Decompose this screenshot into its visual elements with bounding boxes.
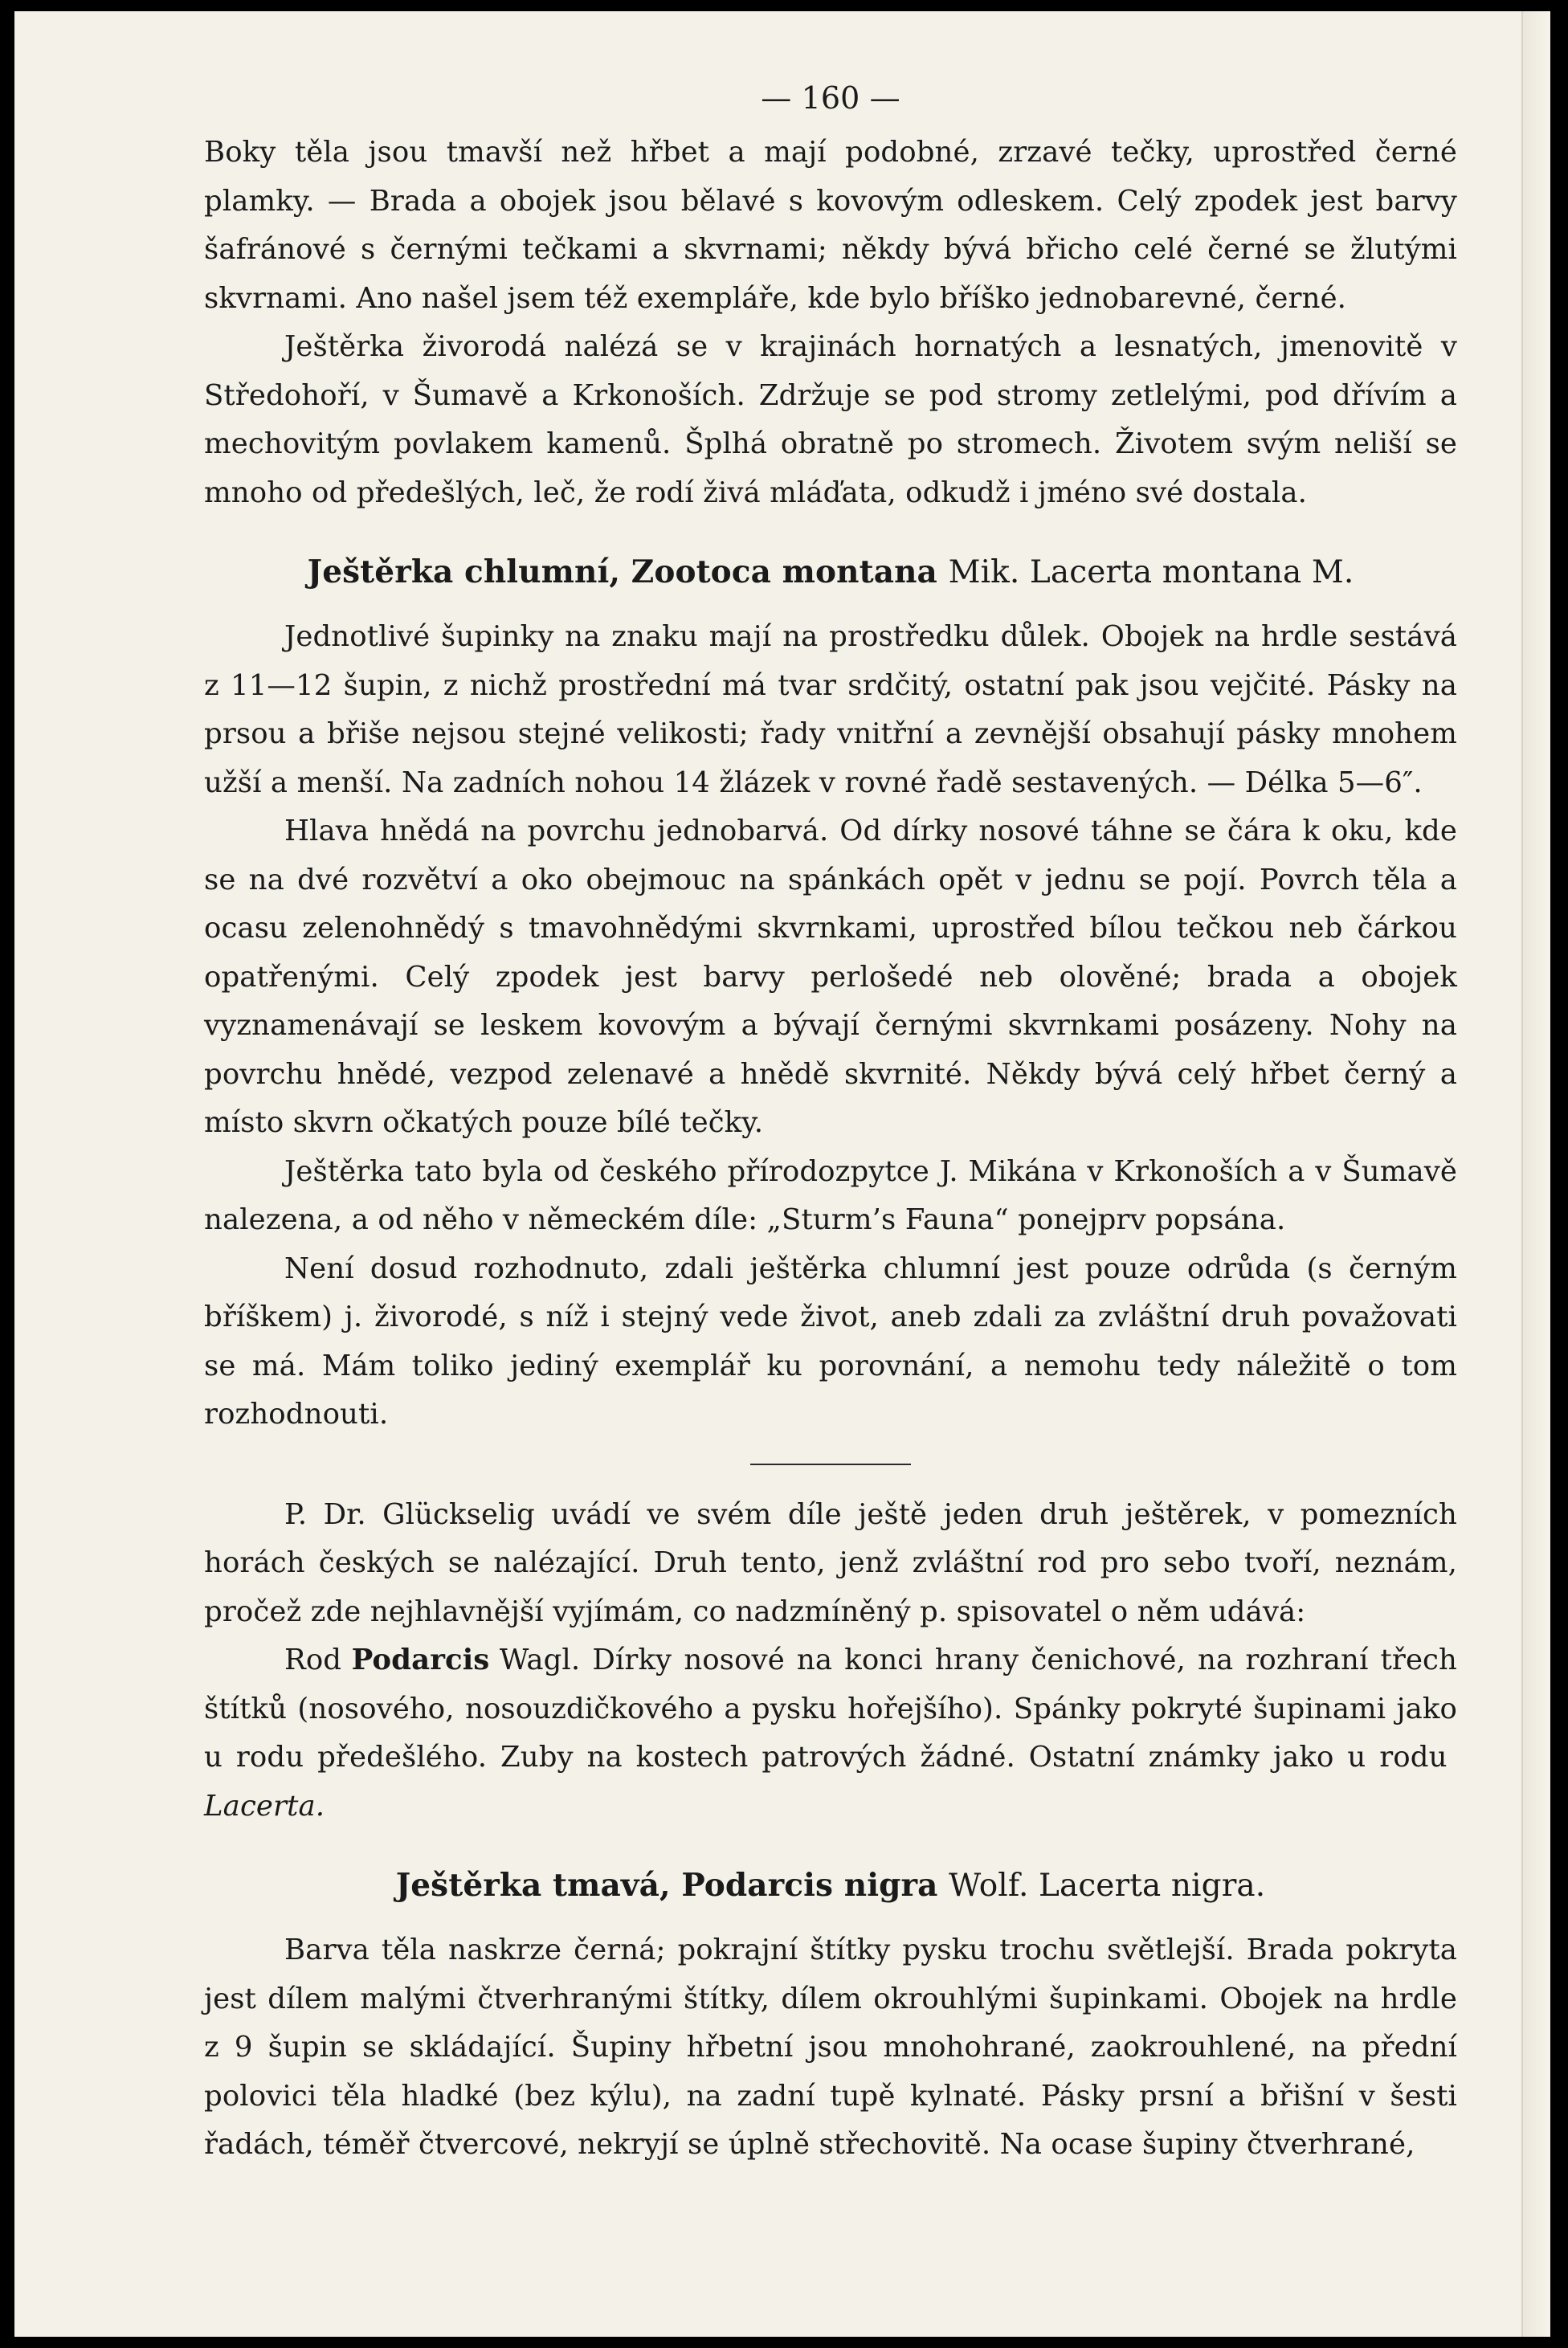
genus-lacerta: Lacerta. <box>204 1789 325 1823</box>
page-content <box>204 74 1457 2170</box>
paragraph-genus-podarcis <box>204 1636 1457 1831</box>
heading-species-name-2: Ještěrka tmavá, Podarcis nigra <box>395 1867 938 1904</box>
genus-name: Podarcis <box>351 1644 490 1676</box>
paragraph-black-lizard: Barva těla naskrze černá; pokrajní štítky pysku trochu světlejší. Brada pokryta jest dílem malými čtverhranými štítky, dílem okrouhlými šupinkami. Obojek na hrdle z 9 šupin se skládající. Šupiny hřbetní jsou mnohohrané, zaokrouhlené, na přední polovici těla hladké (bez kýlu), na zadní tupě kylnaté. Pásky prsní a břišní v šesti řadách, téměř čtvercové, nekryjí se úplně střechovitě. Na ocase šupiny čtverhrané, <box>204 1934 1457 2161</box>
genus-description: Wagl. Dírky nosové na konci hrany čenichové, na rozhraní třech štítků (nosového, nosouzdičkového a pysku hořejšího). Spánky pokryté šupinami jako u rodu předešlého. Zuby na kostech patrových žádné. Ostatní známky jako u rodu <box>204 1644 1457 1774</box>
paragraph-lizard-habitat: Ještěrka živorodá nalézá se v krajinách hornatých a lesnatých, jmenovitě v Středohoří, v Šumavě a Krkonoších. Zdržuje se pod stromy zetlelými, pod dřívím a mechovitým povlakem kamenů. Šplhá obratně po stromech. Životem svým neliší se mnoho od předešlých, leč, že rodí živá mláďata, odkudž i jméno své dostala. <box>204 330 1457 509</box>
paragraph-discovery: Ještěrka tato byla od českého přírodozpytce J. Mikána v Krkonoších a v Šumavě nalezena, a od něho v německém díle: „Sturm’s Fauna“ ponejprv popsána. <box>204 1154 1457 1236</box>
heading-species-authority-2: Wolf. Lacerta nigra. <box>949 1868 1266 1904</box>
paragraph-classification: Není dosud rozhodnuto, zdali ještěrka chlumní jest pouze odrůda (s černým bříškem) j. živorodé, s níž i stejný vede život, aneb zdali za zvláštní druh považovati se má. Mám toliko jediný exemplář ku porovnání, a nemohu tedy náležitě o tom rozhodnouti. <box>204 1252 1457 1431</box>
page-number: — 160 — <box>761 80 900 116</box>
paragraph-scales: Jednotlivé šupinky na znaku mají na prostředku důlek. Obojek na hrdle sestává z 11—12 šupin, z nichž prostřední má tvar srdčitý, ostatní pak jsou vejčité. Pásky na prsou a břiše nejsou stejné velikosti; řady vnitřní a zevnější obsahují pásky mnohem užší a menší. Na zadních nohou 14 žlázek v rovné řadě sestavených. — Délka 5—6″. <box>204 620 1457 799</box>
heading-species-authority: Mik. Lacerta montana M. <box>948 554 1354 590</box>
section-heading-zootoca-montana <box>204 548 1457 597</box>
paragraph-gluckselig: P. Dr. Glückselig uvádí ve svém díle ještě jeden druh ještěrek, v pomezních horách českých se nalézající. Druh tento, jenž zvláštní rod pro sebo tvoří, neznám, pročež zde nejhlavnější vyjímám, co nadzmíněný p. spisovatel o něm udává: <box>204 1497 1457 1628</box>
genus-lead: Rod <box>284 1644 342 1676</box>
heading-species-name: Ještěrka chlumní, Zootoca montana <box>307 553 937 590</box>
section-heading-podarcis-nigra <box>204 1861 1457 1910</box>
paragraph-lizard-coloration: Boky těla jsou tmavší než hřbet a mají podobné, zrzavé tečky, uprostřed černé plamky. — Brada a obojek jsou bělavé s kovovým odleskem. Celý zpodek jest barvy šafránové s černými tečkami a skvrnami; někdy bývá břicho celé černé se žlutými skvrnami. Ano našel jsem též exempláře, kde bylo bříško jednobarevné, černé. <box>204 136 1457 315</box>
next-page-edge <box>1521 11 1550 2337</box>
section-divider <box>750 1464 911 1465</box>
paragraph-head-color: Hlava hnědá na povrchu jednobarvá. Od dírky nosové táhne se čára k oku, kde se na dvé rozvětví a oko obejmouc na spánkách opět v jednu se pojí. Povrch těla a ocasu zelenohnědý s tmavohnědými skvrnkami, uprostřed bílou tečkou neb čárkou opatřenými. Celý zpodek jest barvy perlošedé neb olověné; brada a obojek vyznamenávají se leskem kovovým a bývají černými skvrnkami posázeny. Nohy na povrchu hnědé, vezpod zelenavé a hnědě skvrnité. Někdy bývá celý hřbet černý a místo skvrn očkatých pouze bílé tečky. <box>204 815 1457 1139</box>
scanned-page <box>14 11 1550 2337</box>
